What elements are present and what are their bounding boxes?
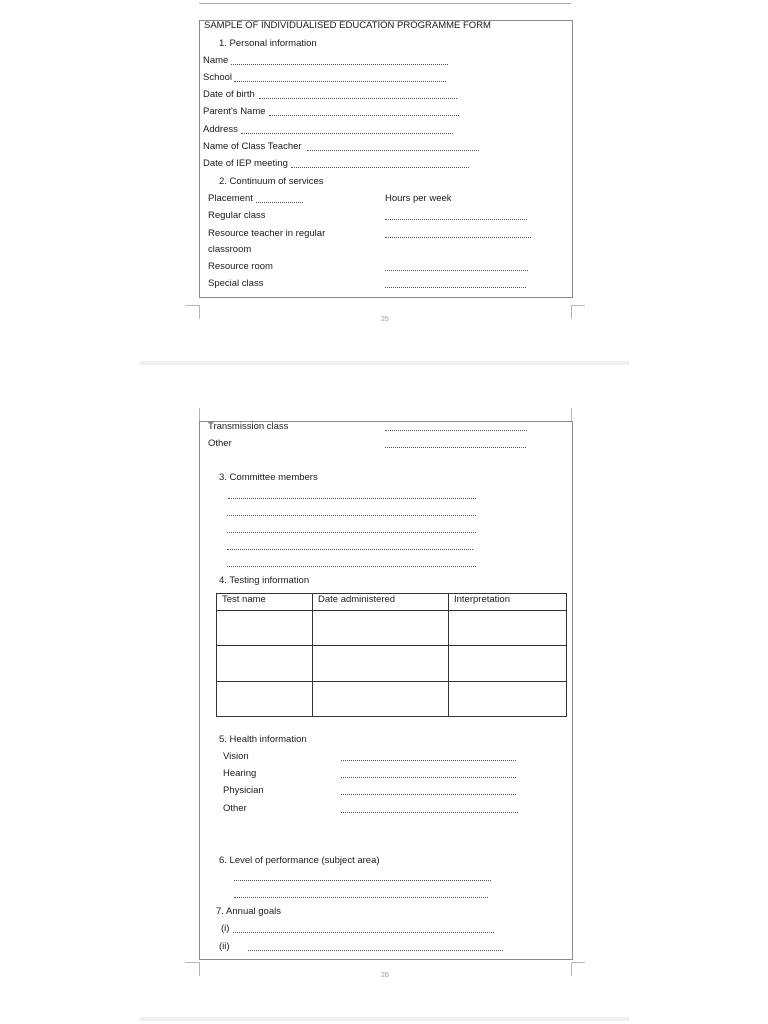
health-other-line[interactable] <box>341 812 518 813</box>
crop-mark <box>571 962 572 976</box>
table-cell[interactable] <box>449 611 567 646</box>
other-placement-label: Other <box>208 438 232 449</box>
column-header-test-name: Test name <box>217 594 313 611</box>
health-hearing-label: Hearing <box>223 768 257 779</box>
page-separator <box>140 1017 629 1021</box>
placement-line[interactable] <box>256 202 303 203</box>
goal-i-label: (i) <box>221 923 230 934</box>
crop-mark <box>199 305 200 319</box>
table-row <box>217 611 567 646</box>
resource-teacher-hours-line[interactable] <box>385 237 531 238</box>
crop-mark <box>185 962 199 963</box>
table-cell[interactable] <box>313 681 449 716</box>
crop-mark <box>199 962 200 976</box>
regular-class-label: Regular class <box>208 210 266 221</box>
goal-i-line[interactable] <box>233 932 494 933</box>
crop-mark <box>199 408 200 422</box>
field-name-line[interactable] <box>231 64 448 65</box>
testing-information-table <box>216 593 567 717</box>
field-iep-meeting-line[interactable] <box>291 167 469 168</box>
goal-ii-line[interactable] <box>248 950 503 951</box>
health-other-label: Other <box>223 803 247 814</box>
health-vision-label: Vision <box>223 751 249 762</box>
page-number: 25 <box>381 316 389 323</box>
field-school-line[interactable] <box>234 81 446 82</box>
transmission-class-hours-line[interactable] <box>385 430 527 431</box>
special-class-label: Special class <box>208 278 264 289</box>
transmission-class-label: Transmission class <box>208 421 289 432</box>
form-title: SAMPLE OF INDIVIDUALISED EDUCATION PROGRAMME FORM <box>204 20 491 31</box>
section-continuum-heading: 2. Continuum of services <box>219 176 324 187</box>
column-header-interpretation: Interpretation <box>449 594 567 611</box>
crop-mark <box>185 305 199 306</box>
health-vision-line[interactable] <box>341 760 516 761</box>
other-placement-hours-line[interactable] <box>385 447 526 448</box>
table-row <box>217 646 567 681</box>
section-performance-heading: 6. Level of performance (subject area) <box>219 855 380 866</box>
field-school-label: School <box>203 72 233 83</box>
crop-mark <box>571 962 585 963</box>
resource-room-hours-line[interactable] <box>385 270 528 271</box>
section-personal-information-heading: 1. Personal information <box>219 38 317 49</box>
resource-teacher-label: Resource teacher in regular <box>208 228 326 239</box>
regular-class-hours-line[interactable] <box>385 219 527 220</box>
table-cell[interactable] <box>217 646 313 681</box>
committee-member-line[interactable] <box>228 498 476 499</box>
table-cell[interactable] <box>449 681 567 716</box>
table-cell[interactable] <box>313 646 449 681</box>
column-header-date-administered: Date administered <box>313 594 449 611</box>
special-class-hours-line[interactable] <box>385 287 526 288</box>
table-cell[interactable] <box>217 681 313 716</box>
field-iep-meeting-label: Date of IEP meeting <box>203 158 288 169</box>
health-physician-line[interactable] <box>341 794 516 795</box>
field-class-teacher-label: Name of Class Teacher <box>203 141 302 152</box>
classroom-label: classroom <box>208 244 252 255</box>
page-number: 26 <box>381 972 389 979</box>
crop-mark <box>571 305 585 306</box>
resource-room-label: Resource room <box>208 261 273 272</box>
top-page-edge <box>199 0 571 4</box>
field-address-line[interactable] <box>241 133 453 134</box>
hours-per-week-header: Hours per week <box>385 193 452 204</box>
section-testing-heading: 4. Testing information <box>219 575 310 586</box>
crop-mark <box>571 408 572 422</box>
field-parents-name-line[interactable] <box>269 115 459 116</box>
goal-ii-label: (ii) <box>219 941 230 952</box>
page-separator <box>140 361 629 365</box>
table-header-row <box>217 594 567 611</box>
placement-label: Placement <box>208 193 253 204</box>
table-cell[interactable] <box>217 611 313 646</box>
table-row <box>217 681 567 716</box>
field-class-teacher-line[interactable] <box>307 150 479 151</box>
health-physician-label: Physician <box>223 785 264 796</box>
committee-member-line[interactable] <box>227 532 476 533</box>
table-cell[interactable] <box>449 646 567 681</box>
committee-member-line[interactable] <box>227 549 473 550</box>
health-hearing-line[interactable] <box>341 777 516 778</box>
field-date-of-birth-line[interactable] <box>259 98 457 99</box>
field-parents-name-label: Parent's Name <box>203 106 266 117</box>
section-committee-heading: 3. Committee members <box>219 472 318 483</box>
section-health-heading: 5. Health information <box>219 734 307 745</box>
committee-member-line[interactable] <box>227 566 476 567</box>
crop-mark <box>571 305 572 319</box>
table-cell[interactable] <box>313 611 449 646</box>
performance-line[interactable] <box>234 880 491 881</box>
section-annual-goals-heading: 7. Annual goals <box>216 906 281 917</box>
committee-member-line[interactable] <box>227 515 476 516</box>
field-address-label: Address <box>203 124 238 135</box>
field-name-label: Name <box>203 55 229 66</box>
field-date-of-birth-label: Date of birth <box>203 89 255 100</box>
performance-line[interactable] <box>234 897 488 898</box>
